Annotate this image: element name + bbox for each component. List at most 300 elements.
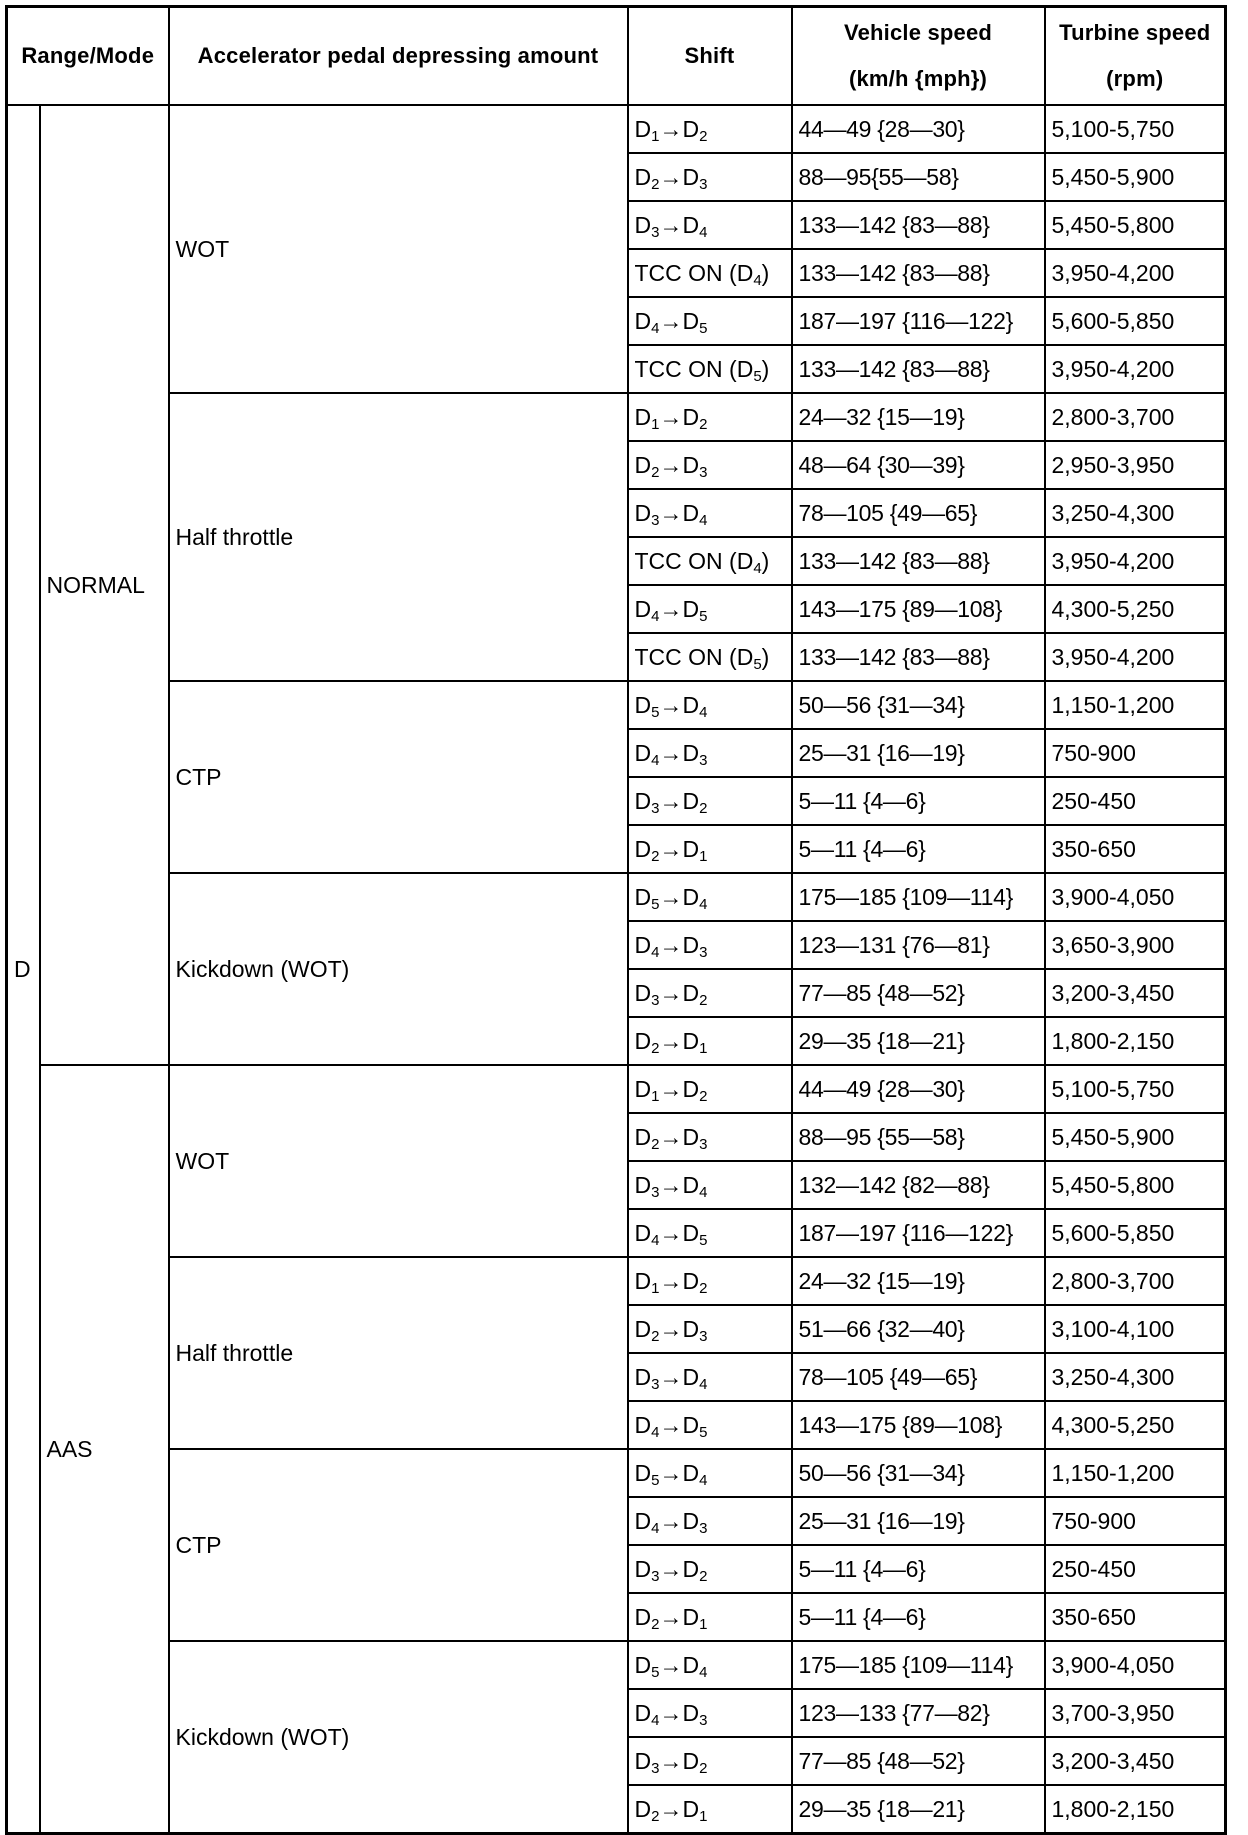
turbine-speed-cell: 2,800-3,700 [1045, 1257, 1226, 1305]
vehicle-speed-cell: 5—11 {4—6} [792, 825, 1045, 873]
table-row [7, 1257, 1226, 1305]
shift-cell [628, 681, 792, 729]
shift-arrow: → [659, 1795, 683, 1822]
shift-to-gear: 4 [699, 1375, 708, 1393]
pedal-amount-cell: WOT [169, 105, 628, 393]
shift-cell [628, 1641, 792, 1689]
pedal-amount-cell: CTP [169, 681, 628, 873]
shift-from-gear: 4 [651, 943, 660, 961]
shift-to-label: ) [761, 259, 770, 286]
shift-to-gear: 3 [699, 463, 708, 481]
shift-from-label: D [634, 163, 652, 190]
shift-cell [628, 201, 792, 249]
shift-to-gear: 2 [699, 1087, 708, 1105]
shift-to-label: D [682, 595, 700, 622]
shift-from-gear: 4 [651, 607, 660, 625]
shift-to-label: D [682, 1027, 700, 1054]
shift-from-gear: 2 [651, 175, 660, 193]
table-row [7, 1065, 1226, 1113]
shift-to-gear: 4 [699, 223, 708, 241]
shift-to-gear: 2 [699, 415, 708, 433]
header-turbine-speed-title: Turbine speed [1059, 20, 1211, 45]
header-turbine-speed-unit: (rpm) [1106, 66, 1164, 91]
shift-to-gear: 1 [699, 1807, 708, 1825]
shift-from-label: D [634, 1603, 652, 1630]
table-body [7, 105, 1226, 1834]
shift-from-gear: 3 [651, 1183, 660, 1201]
shift-to-label: D [682, 931, 700, 958]
shift-from-label: D [634, 835, 652, 862]
shift-to-gear: 4 [699, 703, 708, 721]
turbine-speed-cell: 4,300-5,250 [1045, 585, 1226, 633]
shift-cell [628, 1257, 792, 1305]
vehicle-speed-cell: 44—49 {28—30} [792, 1065, 1045, 1113]
shift-to-label: D [682, 1171, 700, 1198]
header-vehicle-speed [792, 7, 1045, 106]
shift-cell [628, 633, 792, 681]
shift-to-gear: 3 [699, 1135, 708, 1153]
shift-arrow: → [659, 1075, 683, 1102]
shift-arrow: → [659, 1267, 683, 1294]
vehicle-speed-cell: 51—66 {32—40} [792, 1305, 1045, 1353]
shift-from-gear: 5 [753, 655, 762, 673]
shift-from-gear: 3 [651, 511, 660, 529]
shift-cell [628, 1065, 792, 1113]
shift-cell [628, 105, 792, 153]
shift-to-label: ) [761, 355, 770, 382]
shift-to-gear: 4 [699, 1183, 708, 1201]
vehicle-speed-cell: 143—175 {89—108} [792, 1401, 1045, 1449]
shift-from-gear: 4 [753, 271, 762, 289]
shift-from-gear: 2 [651, 1807, 660, 1825]
shift-cell [628, 393, 792, 441]
shift-from-label: TCC ON (D [634, 259, 754, 286]
shift-to-gear: 4 [699, 895, 708, 913]
pedal-amount-cell: Kickdown (WOT) [169, 873, 628, 1065]
shift-from-gear: 1 [651, 1087, 660, 1105]
shift-arrow: → [659, 1123, 683, 1150]
pedal-amount-cell: Half throttle [169, 393, 628, 681]
shift-to-label: D [682, 835, 700, 862]
shift-from-label: D [634, 1363, 652, 1390]
shift-to-gear: 3 [699, 751, 708, 769]
pedal-amount-cell: CTP [169, 1449, 628, 1641]
turbine-speed-cell: 750-900 [1045, 729, 1226, 777]
turbine-speed-cell: 3,100-4,100 [1045, 1305, 1226, 1353]
shift-arrow: → [659, 403, 683, 430]
shift-cell [628, 345, 792, 393]
turbine-speed-cell: 3,650-3,900 [1045, 921, 1226, 969]
shift-cell [628, 921, 792, 969]
shift-from-gear: 3 [651, 991, 660, 1009]
shift-to-label: D [682, 1075, 700, 1102]
shift-to-label: D [682, 691, 700, 718]
shift-to-label: D [682, 1459, 700, 1486]
turbine-speed-cell: 1,800-2,150 [1045, 1017, 1226, 1065]
shift-from-label: D [634, 1027, 652, 1054]
shift-point-table [5, 5, 1227, 1835]
turbine-speed-cell: 3,950-4,200 [1045, 249, 1226, 297]
shift-from-gear: 5 [753, 367, 762, 385]
shift-from-label: D [634, 307, 652, 334]
shift-arrow: → [659, 1603, 683, 1630]
turbine-speed-cell: 1,150-1,200 [1045, 1449, 1226, 1497]
vehicle-speed-cell: 29—35 {18—21} [792, 1785, 1045, 1834]
shift-from-label: D [634, 1123, 652, 1150]
vehicle-speed-cell: 133—142 {83—88} [792, 201, 1045, 249]
turbine-speed-cell: 5,450-5,900 [1045, 1113, 1226, 1161]
shift-from-gear: 2 [651, 847, 660, 865]
vehicle-speed-cell: 143—175 {89—108} [792, 585, 1045, 633]
shift-from-gear: 5 [651, 1663, 660, 1681]
turbine-speed-cell: 250-450 [1045, 1545, 1226, 1593]
shift-from-label: D [634, 1651, 652, 1678]
shift-arrow: → [659, 1171, 683, 1198]
shift-arrow: → [659, 739, 683, 766]
shift-cell [628, 1737, 792, 1785]
turbine-speed-cell: 3,200-3,450 [1045, 969, 1226, 1017]
shift-arrow: → [659, 451, 683, 478]
shift-to-gear: 5 [699, 319, 708, 337]
shift-to-label: D [682, 163, 700, 190]
shift-cell [628, 1497, 792, 1545]
table-row [7, 873, 1226, 921]
shift-arrow: → [659, 211, 683, 238]
vehicle-speed-cell: 29—35 {18—21} [792, 1017, 1045, 1065]
turbine-speed-cell: 3,950-4,200 [1045, 537, 1226, 585]
turbine-speed-cell: 5,600-5,850 [1045, 297, 1226, 345]
vehicle-speed-cell: 78—105 {49—65} [792, 489, 1045, 537]
shift-to-gear: 1 [699, 847, 708, 865]
turbine-speed-cell: 3,250-4,300 [1045, 1353, 1226, 1401]
turbine-speed-cell: 3,250-4,300 [1045, 489, 1226, 537]
shift-from-gear: 5 [651, 1471, 660, 1489]
turbine-speed-cell: 350-650 [1045, 825, 1226, 873]
shift-to-gear: 2 [699, 1759, 708, 1777]
shift-arrow: → [659, 1651, 683, 1678]
vehicle-speed-cell: 175—185 {109—114} [792, 1641, 1045, 1689]
shift-from-gear: 4 [651, 1711, 660, 1729]
vehicle-speed-cell: 77—85 {48—52} [792, 969, 1045, 1017]
shift-from-gear: 1 [651, 415, 660, 433]
shift-from-label: D [634, 1459, 652, 1486]
shift-arrow: → [659, 1363, 683, 1390]
vehicle-speed-cell: 187—197 {116—122} [792, 1209, 1045, 1257]
mode-cell: NORMAL [40, 105, 169, 1065]
shift-to-label: D [682, 1315, 700, 1342]
shift-from-label: D [634, 1315, 652, 1342]
shift-to-label: D [682, 499, 700, 526]
shift-from-gear: 3 [651, 1375, 660, 1393]
shift-arrow: → [659, 1459, 683, 1486]
shift-cell [628, 1593, 792, 1641]
shift-arrow: → [659, 163, 683, 190]
header-range-mode: Range/Mode [7, 7, 169, 106]
turbine-speed-cell: 5,100-5,750 [1045, 1065, 1226, 1113]
shift-to-gear: 2 [699, 127, 708, 145]
turbine-speed-cell: 3,950-4,200 [1045, 345, 1226, 393]
turbine-speed-cell: 4,300-5,250 [1045, 1401, 1226, 1449]
shift-cell [628, 873, 792, 921]
vehicle-speed-cell: 123—131 {76—81} [792, 921, 1045, 969]
shift-to-gear: 4 [699, 511, 708, 529]
shift-from-gear: 4 [651, 1519, 660, 1537]
shift-arrow: → [659, 787, 683, 814]
shift-to-gear: 5 [699, 1231, 708, 1249]
shift-cell [628, 1113, 792, 1161]
shift-from-gear: 3 [651, 799, 660, 817]
shift-cell [628, 1545, 792, 1593]
vehicle-speed-cell: 133—142 {83—88} [792, 345, 1045, 393]
shift-to-gear: 4 [699, 1471, 708, 1489]
shift-from-gear: 3 [651, 1759, 660, 1777]
shift-cell [628, 1017, 792, 1065]
shift-to-label: D [682, 1411, 700, 1438]
shift-from-gear: 4 [651, 319, 660, 337]
shift-from-label: D [634, 787, 652, 814]
shift-from-gear: 2 [651, 1135, 660, 1153]
shift-arrow: → [659, 691, 683, 718]
table-row [7, 1449, 1226, 1497]
header-shift: Shift [628, 7, 792, 106]
header-vehicle-speed-title: Vehicle speed [843, 20, 993, 45]
shift-to-gear: 4 [699, 1663, 708, 1681]
shift-from-label: TCC ON (D [634, 355, 754, 382]
vehicle-speed-cell: 133—142 {83—88} [792, 249, 1045, 297]
header-turbine-speed [1045, 7, 1226, 106]
table-row [7, 393, 1226, 441]
range-cell: D [7, 105, 40, 1834]
shift-from-label: D [634, 691, 652, 718]
shift-cell [628, 1449, 792, 1497]
shift-from-label: D [634, 1219, 652, 1246]
shift-arrow: → [659, 115, 683, 142]
shift-from-gear: 5 [651, 895, 660, 913]
shift-from-gear: 4 [753, 559, 762, 577]
turbine-speed-cell: 2,800-3,700 [1045, 393, 1226, 441]
shift-to-label: D [682, 1219, 700, 1246]
turbine-speed-cell: 750-900 [1045, 1497, 1226, 1545]
header-pedal-amount: Accelerator pedal depressing amount [169, 7, 628, 106]
shift-cell [628, 729, 792, 777]
vehicle-speed-cell: 5—11 {4—6} [792, 1593, 1045, 1641]
vehicle-speed-cell: 24—32 {15—19} [792, 393, 1045, 441]
turbine-speed-cell: 3,900-4,050 [1045, 873, 1226, 921]
shift-from-gear: 2 [651, 1615, 660, 1633]
shift-cell [628, 1689, 792, 1737]
shift-to-label: D [682, 1555, 700, 1582]
turbine-speed-cell: 5,450-5,900 [1045, 153, 1226, 201]
turbine-speed-cell: 3,700-3,950 [1045, 1689, 1226, 1737]
shift-cell [628, 297, 792, 345]
shift-arrow: → [659, 1219, 683, 1246]
shift-cell [628, 1401, 792, 1449]
shift-from-label: D [634, 883, 652, 910]
shift-from-label: D [634, 1267, 652, 1294]
vehicle-speed-cell: 132—142 {82—88} [792, 1161, 1045, 1209]
header-row [7, 7, 1226, 106]
shift-arrow: → [659, 595, 683, 622]
shift-cell [628, 777, 792, 825]
shift-arrow: → [659, 307, 683, 334]
shift-from-gear: 2 [651, 463, 660, 481]
shift-cell [628, 489, 792, 537]
shift-from-label: D [634, 979, 652, 1006]
turbine-speed-cell: 350-650 [1045, 1593, 1226, 1641]
shift-to-label: D [682, 1747, 700, 1774]
shift-from-label: D [634, 1699, 652, 1726]
vehicle-speed-cell: 5—11 {4—6} [792, 1545, 1045, 1593]
shift-from-label: D [634, 1747, 652, 1774]
vehicle-speed-cell: 48—64 {30—39} [792, 441, 1045, 489]
shift-arrow: → [659, 979, 683, 1006]
shift-from-label: D [634, 403, 652, 430]
shift-cell [628, 585, 792, 633]
shift-cell [628, 153, 792, 201]
shift-to-label: D [682, 979, 700, 1006]
turbine-speed-cell: 3,950-4,200 [1045, 633, 1226, 681]
shift-to-gear: 1 [699, 1615, 708, 1633]
shift-to-gear: 3 [699, 1327, 708, 1345]
shift-to-label: ) [761, 643, 770, 670]
vehicle-speed-cell: 88—95 {55—58} [792, 1113, 1045, 1161]
shift-to-gear: 3 [699, 1519, 708, 1537]
turbine-speed-cell: 3,200-3,450 [1045, 1737, 1226, 1785]
shift-to-gear: 1 [699, 1039, 708, 1057]
shift-from-label: TCC ON (D [634, 547, 754, 574]
shift-from-label: TCC ON (D [634, 643, 754, 670]
shift-from-label: D [634, 115, 652, 142]
shift-cell [628, 969, 792, 1017]
shift-to-label: D [682, 211, 700, 238]
turbine-speed-cell: 1,800-2,150 [1045, 1785, 1226, 1834]
shift-from-gear: 4 [651, 751, 660, 769]
shift-to-label: D [682, 883, 700, 910]
turbine-speed-cell: 5,600-5,850 [1045, 1209, 1226, 1257]
vehicle-speed-cell: 5—11 {4—6} [792, 777, 1045, 825]
shift-to-gear: 2 [699, 799, 708, 817]
vehicle-speed-cell: 24—32 {15—19} [792, 1257, 1045, 1305]
shift-from-gear: 5 [651, 703, 660, 721]
shift-point-table-sheet [5, 5, 1227, 1835]
shift-from-label: D [634, 739, 652, 766]
shift-arrow: → [659, 1507, 683, 1534]
shift-cell [628, 537, 792, 585]
shift-to-gear: 2 [699, 1279, 708, 1297]
shift-to-label: D [682, 451, 700, 478]
shift-to-gear: 5 [699, 607, 708, 625]
shift-from-label: D [634, 1555, 652, 1582]
shift-from-label: D [634, 1795, 652, 1822]
vehicle-speed-cell: 123—133 {77—82} [792, 1689, 1045, 1737]
shift-from-gear: 1 [651, 1279, 660, 1297]
table-row [7, 105, 1226, 153]
shift-from-gear: 2 [651, 1039, 660, 1057]
shift-arrow: → [659, 1027, 683, 1054]
shift-from-gear: 4 [651, 1423, 660, 1441]
shift-to-label: ) [761, 547, 770, 574]
shift-from-label: D [634, 595, 652, 622]
shift-to-label: D [682, 1699, 700, 1726]
shift-from-label: D [634, 1507, 652, 1534]
vehicle-speed-cell: 133—142 {83—88} [792, 633, 1045, 681]
shift-from-gear: 3 [651, 223, 660, 241]
shift-to-label: D [682, 1651, 700, 1678]
vehicle-speed-cell: 50—56 {31—34} [792, 1449, 1045, 1497]
shift-to-gear: 3 [699, 1711, 708, 1729]
vehicle-speed-cell: 50—56 {31—34} [792, 681, 1045, 729]
shift-arrow: → [659, 1555, 683, 1582]
header-vehicle-speed-unit: (km/h {mph}) [848, 66, 988, 91]
turbine-speed-cell: 250-450 [1045, 777, 1226, 825]
shift-cell [628, 249, 792, 297]
shift-cell [628, 441, 792, 489]
shift-to-label: D [682, 1795, 700, 1822]
vehicle-speed-cell: 25—31 {16—19} [792, 729, 1045, 777]
turbine-speed-cell: 1,150-1,200 [1045, 681, 1226, 729]
vehicle-speed-cell: 88—95{55—58} [792, 153, 1045, 201]
turbine-speed-cell: 3,900-4,050 [1045, 1641, 1226, 1689]
shift-from-gear: 2 [651, 1327, 660, 1345]
shift-to-label: D [682, 739, 700, 766]
shift-arrow: → [659, 1699, 683, 1726]
table-row [7, 681, 1226, 729]
shift-from-gear: 3 [651, 1567, 660, 1585]
vehicle-speed-cell: 25—31 {16—19} [792, 1497, 1045, 1545]
vehicle-speed-cell: 44—49 {28—30} [792, 105, 1045, 153]
shift-to-label: D [682, 1603, 700, 1630]
shift-arrow: → [659, 931, 683, 958]
vehicle-speed-cell: 77—85 {48—52} [792, 1737, 1045, 1785]
shift-from-label: D [634, 211, 652, 238]
shift-to-label: D [682, 1363, 700, 1390]
vehicle-speed-cell: 175—185 {109—114} [792, 873, 1045, 921]
shift-to-gear: 2 [699, 991, 708, 1009]
pedal-amount-cell: Kickdown (WOT) [169, 1641, 628, 1834]
shift-cell [628, 1353, 792, 1401]
shift-to-label: D [682, 403, 700, 430]
shift-from-label: D [634, 1411, 652, 1438]
turbine-speed-cell: 5,100-5,750 [1045, 105, 1226, 153]
shift-to-label: D [682, 787, 700, 814]
shift-arrow: → [659, 1315, 683, 1342]
turbine-speed-cell: 2,950-3,950 [1045, 441, 1226, 489]
vehicle-speed-cell: 133—142 {83—88} [792, 537, 1045, 585]
turbine-speed-cell: 5,450-5,800 [1045, 201, 1226, 249]
table-row [7, 1641, 1226, 1689]
shift-to-label: D [682, 1123, 700, 1150]
shift-from-label: D [634, 1075, 652, 1102]
shift-arrow: → [659, 1411, 683, 1438]
turbine-speed-cell: 5,450-5,800 [1045, 1161, 1226, 1209]
shift-arrow: → [659, 499, 683, 526]
shift-cell [628, 1161, 792, 1209]
pedal-amount-cell: WOT [169, 1065, 628, 1257]
shift-arrow: → [659, 883, 683, 910]
vehicle-speed-cell: 187—197 {116—122} [792, 297, 1045, 345]
shift-cell [628, 1785, 792, 1834]
shift-from-label: D [634, 451, 652, 478]
shift-cell [628, 1305, 792, 1353]
shift-to-gear: 3 [699, 175, 708, 193]
shift-from-gear: 4 [651, 1231, 660, 1249]
shift-to-label: D [682, 1507, 700, 1534]
shift-arrow: → [659, 1747, 683, 1774]
shift-arrow: → [659, 835, 683, 862]
shift-to-gear: 3 [699, 943, 708, 961]
shift-from-label: D [634, 1171, 652, 1198]
shift-to-gear: 2 [699, 1567, 708, 1585]
